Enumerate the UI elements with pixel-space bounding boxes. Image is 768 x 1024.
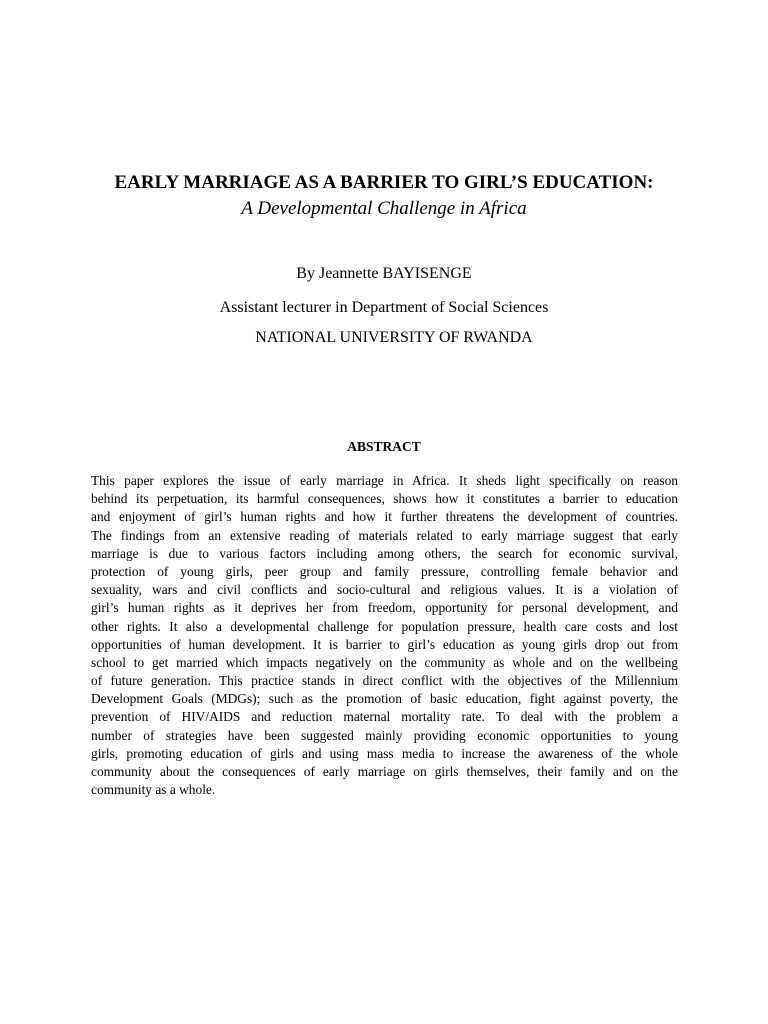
abstract-line: marriage is due to various factors including among others, the search for economic survival, (91, 545, 678, 561)
author-position: Assistant lecturer in Department of Social Sciences (219, 299, 549, 316)
author-affiliation: NATIONAL UNIVERSITY OF RWANDA (255, 329, 533, 346)
abstract-line: This paper explores the issue of early marriage in Africa. It sheds light specifically on reason (91, 473, 678, 488)
abstract-line: Development Goals (MDGs); such as the promotion of basic education, fight against poverty, the (91, 691, 678, 707)
abstract-line: community about the consequences of early marriage on girls themselves, their family and on the (91, 764, 678, 779)
abstract-line: protection of young girls, peer group and family pressure, controlling female behavior and (91, 563, 678, 579)
abstract-line: prevention of HIV/AIDS and reduction maternal mortality rate. To deal with the problem a (91, 709, 678, 725)
author-name: By Jeannette BAYISENGE (296, 265, 472, 282)
abstract-line: school to get married which impacts negatively on the community as whole and on the wellbeing (91, 654, 678, 670)
abstract-line: of future generation. This practice stands in direct conflict with the objectives of the Millennium (91, 673, 678, 689)
abstract-line: girl’s human rights as it deprives her from freedom, opportunity for personal development, and (91, 600, 678, 616)
abstract-body (91, 472, 678, 799)
abstract-line: sexuality, wars and civil conflicts and socio-cultural and religious values. It is a violation of (91, 582, 678, 598)
abstract-line: community as a whole. (91, 782, 216, 798)
abstract-line: opportunities of human development. It is barrier to girl’s education as young girls drop out from (91, 636, 678, 652)
abstract-line: girls, promoting education of girls and using mass media to increase the awareness of the whole (91, 745, 678, 761)
abstract-line: and enjoyment of girl’s human rights and how it further threatens the development of countries. (91, 509, 678, 525)
paper-title: EARLY MARRIAGE AS A BARRIER TO GIRL’S EDUCATION: (114, 172, 654, 193)
abstract-line: other rights. It also a developmental challenge for population pressure, health care costs and lost (91, 618, 678, 634)
paper-subtitle: A Developmental Challenge in Africa (241, 198, 527, 219)
abstract-line: behind its perpetuation, its harmful consequences, shows how it constitutes a barrier to education (91, 491, 678, 507)
abstract-line: The findings from an extensive reading of materials related to early marriage suggest that early (91, 527, 678, 543)
abstract-line: number of strategies have been suggested mainly providing economic opportunities to young (91, 727, 678, 743)
abstract-heading: ABSTRACT (347, 439, 421, 454)
